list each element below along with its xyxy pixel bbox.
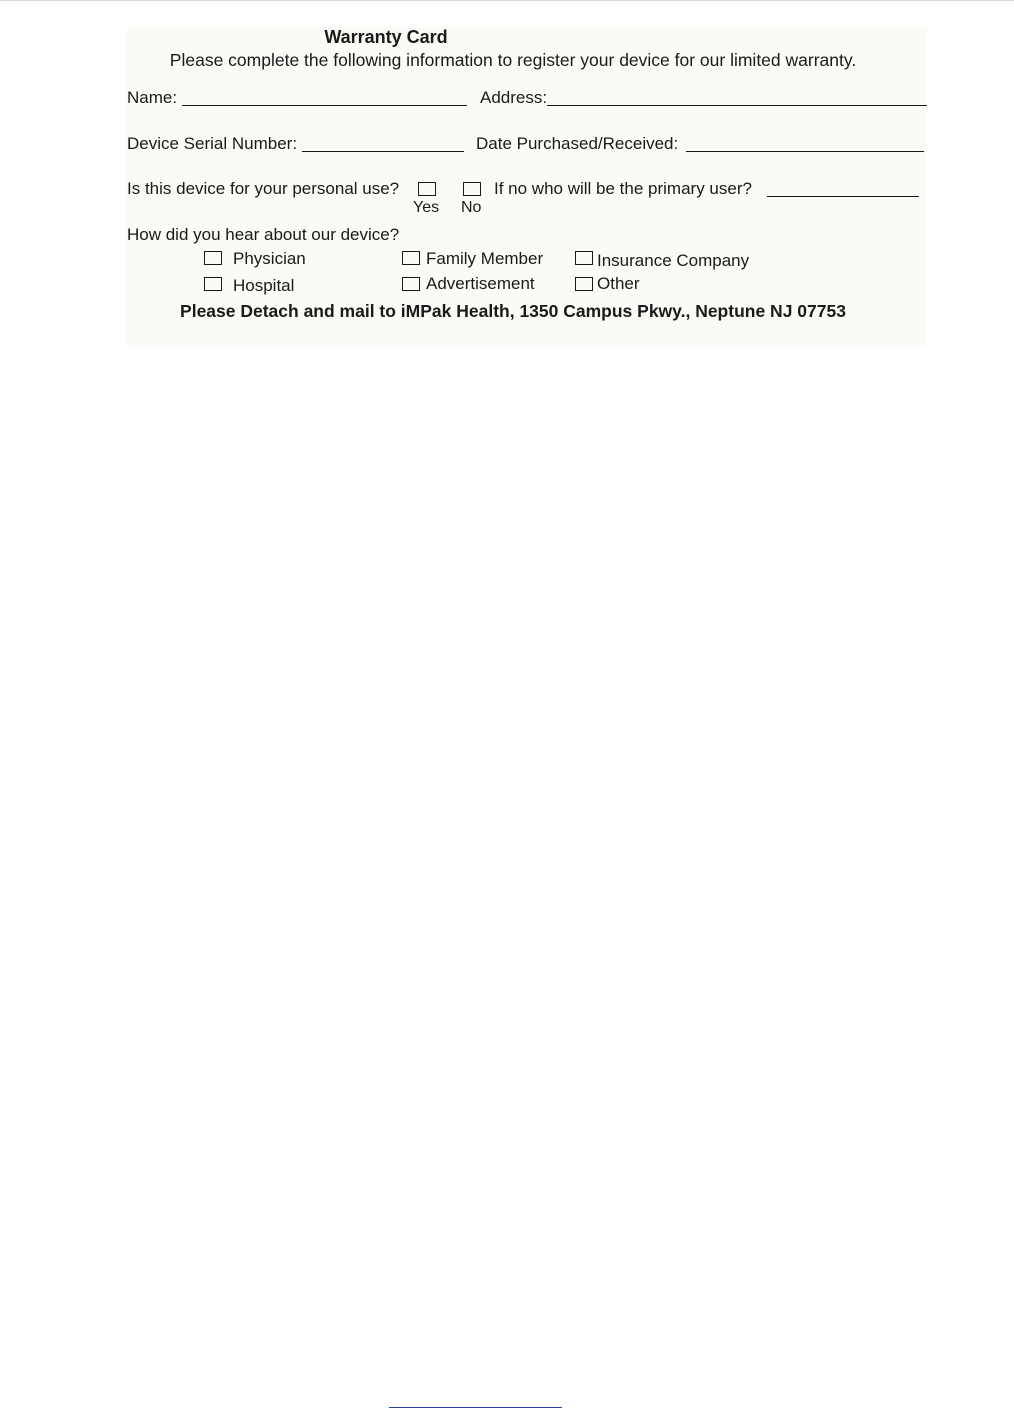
insurance-company-label: Insurance Company [597, 251, 750, 270]
date-purchased-field[interactable] [686, 151, 924, 152]
physician-checkbox[interactable] [204, 251, 222, 265]
physician-label: Physician [233, 249, 306, 268]
hospital-label: Hospital [233, 276, 295, 295]
personal-use-question: Is this device for your personal use? [127, 179, 400, 198]
name-label: Name: [127, 88, 178, 107]
no-checkbox[interactable] [463, 182, 481, 196]
hospital-checkbox[interactable] [204, 277, 222, 291]
family-member-label: Family Member [426, 249, 544, 268]
primary-user-field[interactable] [767, 196, 919, 197]
serial-number-label: Device Serial Number: [127, 134, 298, 153]
yes-checkbox[interactable] [418, 182, 436, 196]
family-member-checkbox[interactable] [402, 251, 420, 265]
hear-about-question: How did you hear about our device? [127, 225, 400, 244]
page-top-rule [0, 0, 1014, 1]
serial-number-field[interactable] [302, 151, 464, 152]
bottom-link-underline[interactable] [389, 1407, 562, 1408]
advertisement-checkbox[interactable] [402, 277, 420, 291]
date-purchased-label: Date Purchased/Received: [476, 134, 679, 153]
name-field[interactable] [182, 105, 467, 106]
insurance-company-checkbox[interactable] [575, 251, 593, 265]
address-field[interactable] [547, 105, 927, 106]
advertisement-label: Advertisement [426, 274, 535, 293]
no-label: No [461, 199, 482, 216]
other-label: Other [597, 274, 640, 293]
card-subtitle: Please complete the following information to register your device for our limited warranty. [169, 50, 857, 70]
mailing-instructions: Please Detach and mail to iMPak Health, 1350 Campus Pkwy., Neptune NJ 07753 [180, 301, 846, 321]
card-title: Warranty Card [324, 27, 448, 47]
other-checkbox[interactable] [575, 277, 593, 291]
primary-user-question: If no who will be the primary user? [494, 179, 752, 198]
address-label: Address: [480, 88, 548, 107]
yes-label: Yes [413, 199, 440, 216]
